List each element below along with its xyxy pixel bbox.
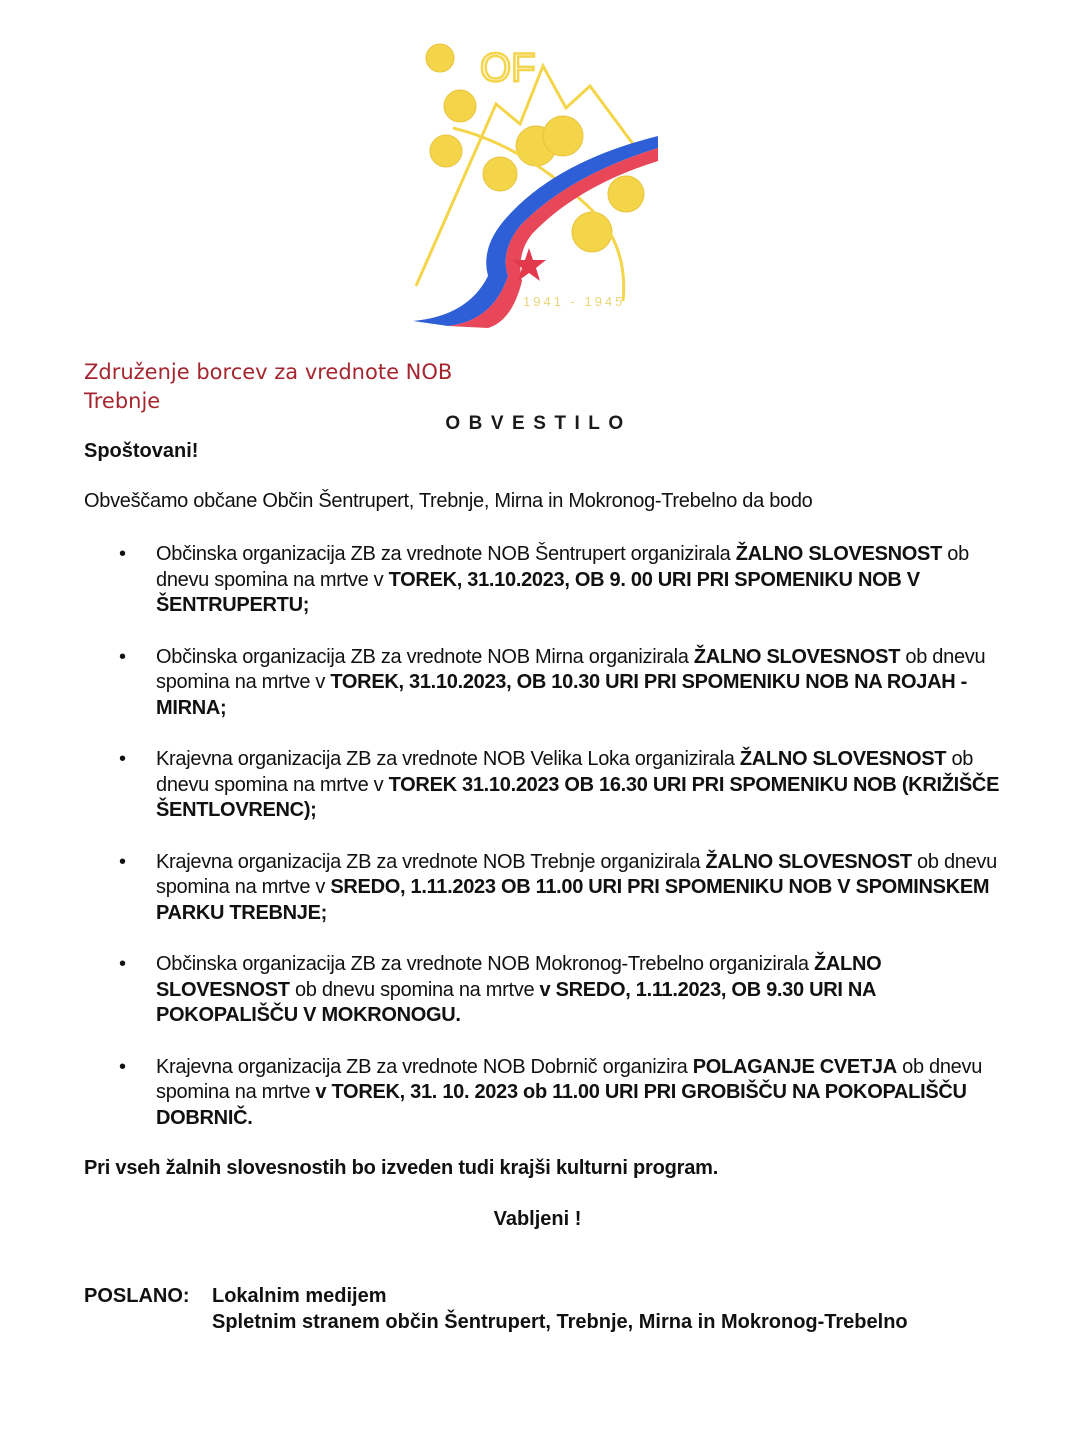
greeting: Spoštovani! bbox=[84, 440, 199, 462]
bullet-icon: • bbox=[119, 850, 126, 873]
event-type: ŽALNO SLOVESNOST bbox=[705, 850, 912, 873]
event-list bbox=[0, 542, 1085, 1157]
event-organizer: Občinska organizacija ZB za vrednote NOB Mirna organizirala bbox=[156, 645, 694, 668]
event-organizer: Krajevna organizacija ZB za vrednote NOB Trebnje organizirala bbox=[156, 850, 706, 873]
event-time-place: TOREK 31.10.2023 OB 16.30 URI PRI SPOMENIKU NOB (KRIŽIŠČE ŠENTLOVRENC); bbox=[156, 773, 1000, 821]
bullet-icon: • bbox=[119, 1055, 126, 1078]
event-occasion: ob dnevu spomina na mrtve bbox=[156, 1055, 983, 1103]
bullet-icon: • bbox=[119, 953, 126, 975]
organization-line-2: Trebnje bbox=[84, 389, 161, 413]
event-time-place: v TOREK, 31. 10. 2023 ob 11.00 URI PRI GROBIŠČU NA POKOPALIŠČU DOBRNIČ. bbox=[156, 1081, 967, 1129]
closing-note: Pri vseh žalnih slovesnostih bo izveden tudi krajši kulturni program. bbox=[84, 1157, 719, 1179]
event-organizer: Občinska organizacija ZB za vrednote NOB Šentrupert organizirala bbox=[156, 543, 736, 565]
organization-line-1: Združenje borcev za vrednote NOB bbox=[84, 360, 453, 384]
event-item bbox=[0, 645, 1006, 722]
event-occasion: ob dnevu spomina na mrtve v bbox=[156, 850, 997, 898]
event-time-place: v SREDO, 1.11.2023, OB 9.30 URI NA POKOPALIŠČU V MOKRONOGU. bbox=[156, 978, 876, 1026]
event-item bbox=[0, 952, 1006, 1029]
intro-paragraph: Obveščamo občane Občin Šentrupert, Trebnje, Mirna in Mokronog-Trebelno da bodo bbox=[84, 490, 813, 512]
logo-years: 1941 - 1945 bbox=[523, 294, 626, 309]
event-organizer: Občinska organizacija ZB za vrednote NOB Mokronog-Trebelno organizirala bbox=[156, 953, 814, 975]
invitation: Vabljeni ! bbox=[493, 1208, 582, 1230]
document-title: OBVESTILO bbox=[445, 413, 632, 434]
event-time-place: SREDO, 1.11.2023 OB 11.00 URI PRI SPOMENIKU NOB V SPOMINSKEM PARKU TREBNJE; bbox=[156, 876, 990, 924]
event-type: ŽALNO SLOVESNOST bbox=[735, 543, 943, 565]
event-item bbox=[0, 747, 1006, 824]
bullet-icon: • bbox=[119, 543, 126, 565]
event-time-place: TOREK, 31.10.2023, OB 9. 00 URI PRI SPOMENIKU NOB V ŠENTRUPERTU; bbox=[156, 568, 920, 616]
recipient: Lokalnim medijem bbox=[212, 1285, 387, 1307]
bullet-icon: • bbox=[119, 748, 126, 770]
sent-label: POSLANO: bbox=[84, 1285, 190, 1307]
sent-to-block bbox=[84, 1283, 908, 1335]
event-type: ŽALNO SLOVESNOST bbox=[156, 953, 882, 1001]
logo-letters: OF bbox=[480, 46, 536, 90]
event-organizer: Krajevna organizacija ZB za vrednote NOB Velika Loka organizirala bbox=[156, 748, 740, 770]
organization-name bbox=[84, 358, 452, 416]
event-occasion: ob dnevu spomina na mrtve v bbox=[156, 645, 986, 693]
event-item bbox=[0, 1055, 1006, 1132]
event-occasion: ob dnevu spomina na mrtve bbox=[289, 978, 540, 1001]
ozf-logo bbox=[408, 36, 658, 331]
event-type: ŽALNO SLOVESNOST bbox=[693, 645, 901, 668]
event-occasion: ob dnevu spomina na mrtve v bbox=[156, 543, 969, 591]
recipient: Spletnim stranem občin Šentrupert, Trebnje, Mirna in Mokronog-Trebelno bbox=[212, 1311, 908, 1333]
event-time-place: TOREK, 31.10.2023, OB 10.30 URI PRI SPOMENIKU NOB NA ROJAH - MIRNA; bbox=[156, 671, 968, 719]
bullet-icon: • bbox=[119, 645, 126, 668]
event-item bbox=[0, 542, 1006, 619]
event-item bbox=[0, 850, 1006, 927]
event-organizer: Krajevna organizacija ZB za vrednote NOB Dobrnič organizira bbox=[156, 1055, 693, 1078]
event-type: POLAGANJE CVETJA bbox=[692, 1055, 897, 1078]
event-type: ŽALNO SLOVESNOST bbox=[739, 748, 947, 770]
event-occasion: ob dnevu spomina na mrtve v bbox=[156, 748, 974, 796]
